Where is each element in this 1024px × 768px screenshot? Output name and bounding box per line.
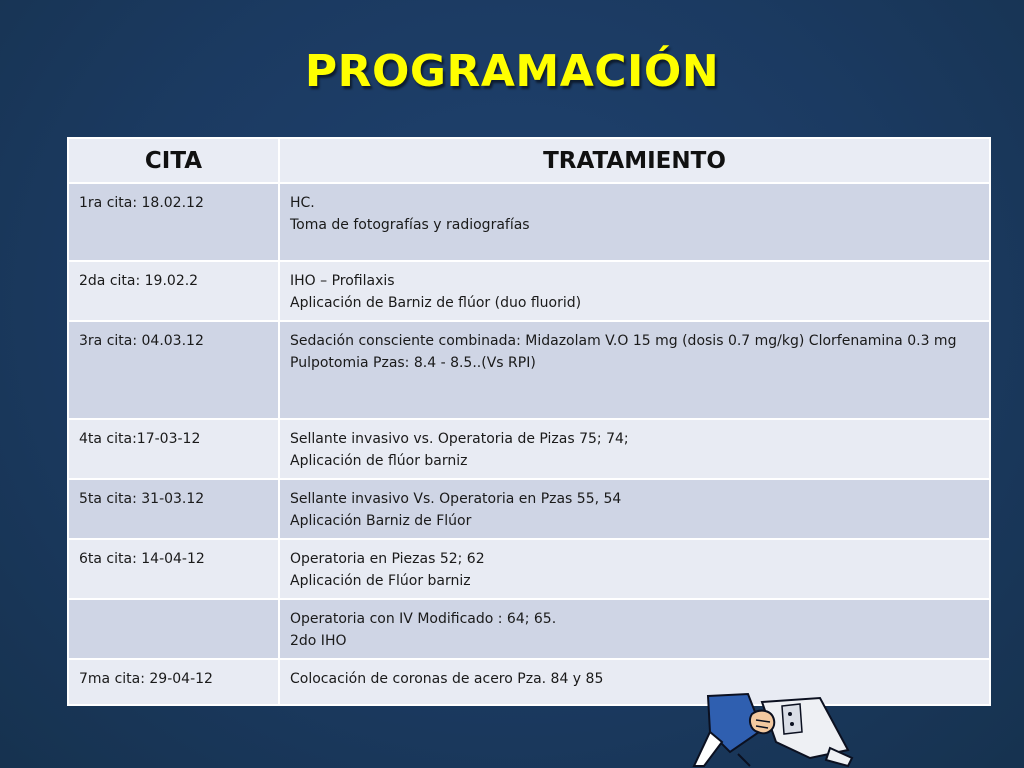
cita-cell: 4ta cita:17-03-12: [68, 419, 279, 479]
cita-cell: 3ra cita: 04.03.12: [68, 321, 279, 419]
tratamiento-cell: [279, 321, 990, 419]
tratamiento-line: Sellante invasivo vs. Operatoria de Pizas 75; 74;: [290, 431, 629, 447]
tratamiento-line: Colocación de coronas de acero Pza. 84 y 85: [290, 671, 604, 687]
tratamiento-cell: [279, 419, 990, 479]
tratamiento-line: Aplicación de flúor barniz: [290, 453, 468, 469]
cita-cell: 5ta cita: 31-03.12: [68, 479, 279, 539]
tratamiento-line: IHO – Profilaxis: [290, 273, 395, 289]
header-tratamiento: TRATAMIENTO: [279, 138, 990, 183]
tratamiento-line: 2do IHO: [290, 633, 347, 649]
schedule-table: [67, 137, 991, 706]
cita-cell: 6ta cita: 14-04-12: [68, 539, 279, 599]
tratamiento-cell: [279, 183, 990, 261]
tratamiento-line: Operatoria con IV Modificado : 64; 65.: [290, 611, 557, 627]
tratamiento-cell: [279, 659, 990, 705]
tratamiento-line: Aplicación Barniz de Flúor: [290, 513, 472, 529]
cartoon-figure-icon: [690, 692, 860, 768]
table-header-row: [68, 138, 990, 183]
header-cita: CITA: [68, 138, 279, 183]
table-row: [68, 599, 990, 659]
table-row: [68, 479, 990, 539]
cita-cell: [68, 599, 279, 659]
tratamiento-line: Sellante invasivo Vs. Operatoria en Pzas 55, 54: [290, 491, 622, 507]
tratamiento-line: Toma de fotografías y radiografías: [290, 217, 530, 233]
tratamiento-line: Pulpotomia Pzas: 8.4 - 8.5..(Vs RPI): [290, 355, 536, 371]
tratamiento-line: Aplicación de Flúor barniz: [290, 573, 471, 589]
cita-cell: 1ra cita: 18.02.12: [68, 183, 279, 261]
table-row: [68, 539, 990, 599]
cita-cell: 2da cita: 19.02.2: [68, 261, 279, 321]
table-row: [68, 419, 990, 479]
table-row: [68, 261, 990, 321]
tratamiento-cell: [279, 539, 990, 599]
table-row: [68, 321, 990, 419]
tratamiento-line: HC.: [290, 195, 315, 211]
tratamiento-line: Aplicación de Barniz de flúor (duo fluorid): [290, 295, 582, 311]
table-row: [68, 183, 990, 261]
page-title: PROGRAMACIÓN: [304, 46, 720, 97]
tratamiento-line: Operatoria en Piezas 52; 62: [290, 551, 485, 567]
tratamiento-cell: [279, 599, 990, 659]
tratamiento-cell: [279, 261, 990, 321]
cita-cell: 7ma cita: 29-04-12: [68, 659, 279, 705]
tratamiento-line: Sedación consciente combinada: Midazolam V.O 15 mg (dosis 0.7 mg/kg) Clorfenamina 0.3 mg: [290, 333, 957, 349]
tratamiento-cell: [279, 479, 990, 539]
